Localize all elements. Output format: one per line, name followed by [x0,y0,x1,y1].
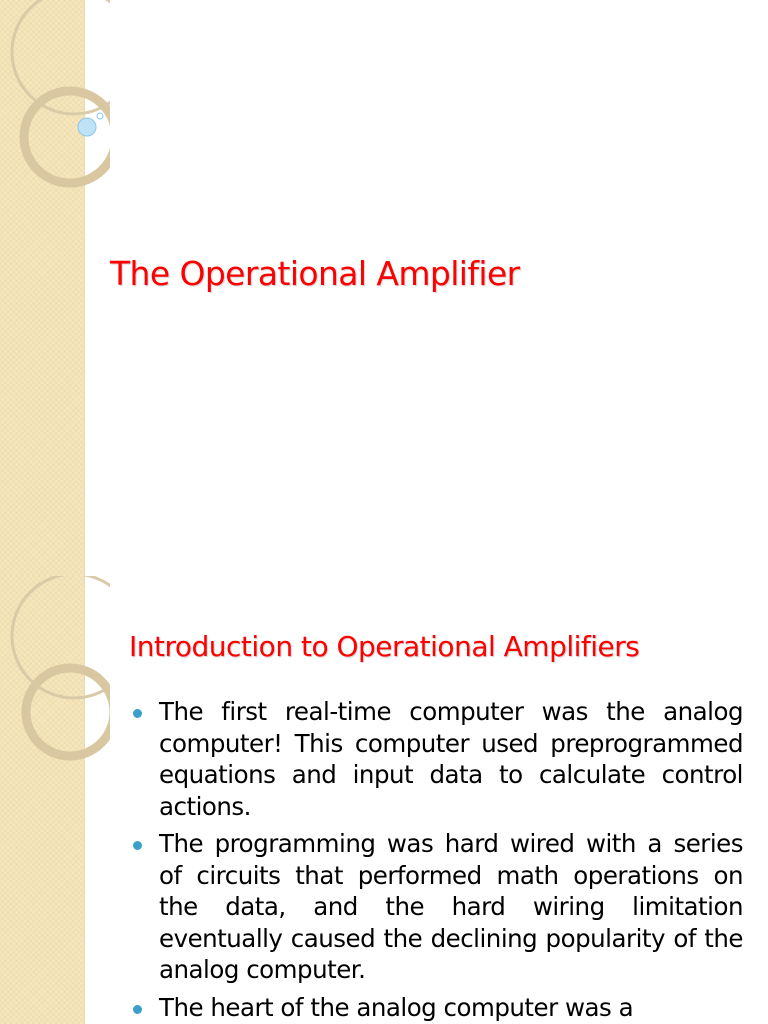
slide-title-heading: The Operational Amplifier [110,254,520,293]
bullet-text: The programming was hard wired with a series of circuits that performed math operations on the data, and the hard wiring limitation eventually caused the declining popularity of the analog computer. [159,829,743,984]
decorative-ring-thick [26,668,110,756]
decorative-bubble-small [97,113,103,119]
slide-heading: Introduction to Operational Amplifiers [129,630,640,663]
bullet-item [128,696,743,822]
bullet-dot-icon [133,709,142,718]
decorative-circles [0,576,110,776]
decorative-bubble [78,118,96,136]
bullet-text: The heart of the analog computer was a [159,992,634,1022]
bullet-item [128,828,743,986]
bullet-list [128,696,743,1024]
bullet-dot-icon [133,1005,142,1014]
bullet-dot-icon [133,841,142,850]
bullet-item [128,992,743,1024]
slide-introduction [0,576,768,1024]
bullet-text: The first real-time computer was the analog computer! This computer used preprogrammed equations and input data to calculate control actions. [159,697,743,821]
decorative-circles [0,0,110,200]
decorative-ring-thick [24,91,110,183]
